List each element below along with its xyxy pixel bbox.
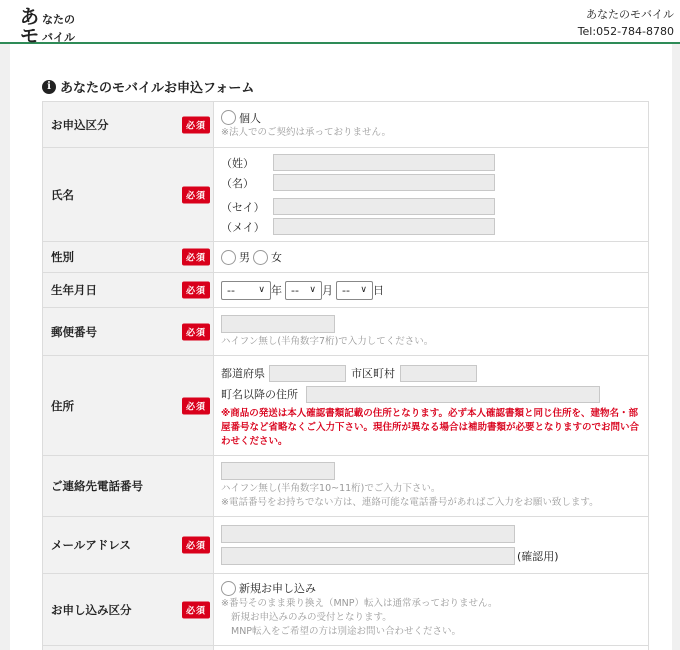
info-icon: i <box>42 80 56 94</box>
field-gender <box>214 242 649 273</box>
address-warning <box>221 407 641 449</box>
row-address <box>43 356 649 456</box>
chevron-down-icon: ∨ <box>309 284 316 295</box>
required-badge: 必須 <box>182 186 210 203</box>
select-day-value: -- <box>342 283 350 297</box>
field-address <box>214 356 649 456</box>
radio-female-label[interactable]: 女 <box>271 251 282 264</box>
category-note: ※番号そのまま乗り換え（MNP）転入は通常承っておりません。 <box>221 598 498 609</box>
label-prefecture: 都道府県 <box>221 367 265 380</box>
label-category <box>43 574 214 646</box>
label-city: 市区町村 <box>351 367 395 380</box>
row-phone <box>43 456 649 517</box>
input-postal[interactable] <box>221 315 335 333</box>
postal-note: ハイフン無し(半角数字7桁)で入力してください。 <box>221 335 434 347</box>
select-month[interactable] <box>285 281 322 300</box>
radio-male[interactable] <box>221 250 236 265</box>
input-street[interactable] <box>306 386 600 403</box>
chevron-down-icon: ∨ <box>360 284 367 295</box>
input-phone[interactable] <box>221 462 335 480</box>
logo-text-2: バイル <box>42 31 75 44</box>
radio-individual[interactable] <box>221 110 236 125</box>
field-postal <box>214 308 649 356</box>
label-day: 日 <box>373 284 384 297</box>
radio-female[interactable] <box>253 250 268 265</box>
label-street: 町名以降の住所 <box>221 388 298 401</box>
label-email-confirm: (確認用) <box>517 550 559 563</box>
required-badge: 必須 <box>182 249 210 266</box>
field-email <box>214 517 649 574</box>
label-phone <box>43 456 214 517</box>
site-logo[interactable] <box>20 5 90 47</box>
row-gender <box>43 242 649 273</box>
input-prefecture[interactable] <box>269 365 346 382</box>
select-year-value: -- <box>227 283 235 297</box>
row-postal <box>43 308 649 356</box>
row-category <box>43 574 649 646</box>
phone-note: ハイフン無し(半角数字10~11桁)でご入力下さい。 <box>221 483 441 494</box>
input-mei-kana[interactable] <box>273 218 495 235</box>
header-site-name: あなたのモバイル <box>586 8 674 21</box>
label-phone-text: ご連絡先電話番号 <box>51 479 143 493</box>
label-sei: （姓） <box>221 156 254 170</box>
label-birthday <box>43 273 214 308</box>
input-email[interactable] <box>221 525 515 543</box>
right-margin <box>672 0 680 650</box>
label-month: 月 <box>322 284 333 297</box>
left-margin <box>0 0 10 650</box>
address-warning-line: 屋番号など省略なくご入力下さい。現住所が異なる場合は補助書類が必要となりますのでお問い合 <box>221 421 640 433</box>
radio-individual-label[interactable]: 個人 <box>239 111 261 125</box>
label-apply-type-text: お申込区分 <box>51 117 109 132</box>
required-badge: 必須 <box>182 323 210 340</box>
row-apply-type <box>43 102 649 148</box>
label-postal-text: 郵便番号 <box>51 324 97 339</box>
label-gender-text: 性別 <box>51 250 74 264</box>
field-phone <box>214 456 649 517</box>
label-gender <box>43 242 214 273</box>
input-sei-kana[interactable] <box>273 198 495 215</box>
select-year[interactable] <box>221 281 271 300</box>
required-badge: 必須 <box>182 601 210 618</box>
input-city[interactable] <box>400 365 477 382</box>
label-email-text: メールアドレス <box>51 538 131 552</box>
radio-new-application-label[interactable]: 新規お申し込み <box>239 582 316 595</box>
logo-char-2: モ <box>20 25 40 47</box>
apply-type-note: ※法人でのご契約は承っておりません。 <box>221 126 392 138</box>
row-email <box>43 517 649 574</box>
label-address <box>43 356 214 456</box>
label-next <box>43 646 214 650</box>
label-apply-type <box>43 102 214 148</box>
field-birthday <box>214 273 649 308</box>
address-warning-line: わせください。 <box>221 435 288 447</box>
label-mei-kana: （メイ） <box>221 220 265 234</box>
label-address-text: 住所 <box>51 398 74 413</box>
label-birthday-text: 生年月日 <box>51 283 97 297</box>
radio-male-label[interactable]: 男 <box>239 251 250 264</box>
category-note: MNP転入をご希望の方は別途お問い合わせください。 <box>231 626 462 637</box>
category-note: 新規お申込みのみの受付となります。 <box>231 612 392 623</box>
input-sei[interactable] <box>273 154 495 171</box>
field-apply-type <box>214 102 649 148</box>
logo-char-1: あ <box>20 6 40 28</box>
application-form-table <box>42 101 649 650</box>
input-email-confirm[interactable] <box>221 547 515 565</box>
row-birthday <box>43 273 649 308</box>
label-name-text: 氏名 <box>51 187 74 202</box>
select-day[interactable] <box>336 281 373 300</box>
label-email <box>43 517 214 574</box>
label-year: 年 <box>271 284 282 297</box>
input-mei[interactable] <box>273 174 495 191</box>
required-badge: 必須 <box>182 537 210 554</box>
label-sei-kana: （セイ） <box>221 200 265 214</box>
site-header <box>0 0 680 47</box>
address-warning-line: ※商品の発送は本人確認書類記載の住所となります。必ず本人確認書類と同じ住所を、建物名・部 <box>221 407 638 419</box>
row-name <box>43 148 649 242</box>
required-badge: 必須 <box>182 116 210 133</box>
required-badge: 必須 <box>182 282 210 299</box>
chevron-down-icon: ∨ <box>258 284 265 295</box>
logo-text-1: なたの <box>42 13 75 26</box>
required-badge: 必須 <box>182 397 210 414</box>
label-mei: （名） <box>221 176 254 190</box>
select-month-value: -- <box>291 283 299 297</box>
field-name <box>214 148 649 242</box>
row-next <box>43 646 649 650</box>
phone-note: ※電話番号をお持ちでない方は、連絡可能な電話番号があればご入力をお願い致します。 <box>221 497 599 508</box>
label-postal <box>43 308 214 356</box>
label-name <box>43 148 214 242</box>
form-title <box>42 77 254 96</box>
form-title-text: あなたのモバイルお申込フォーム <box>60 81 255 96</box>
header-tel[interactable]: Tel:052-784-8780 <box>577 25 674 38</box>
field-next <box>214 646 649 650</box>
radio-new-application[interactable] <box>221 581 236 596</box>
label-category-text: お申し込み区分 <box>51 602 132 617</box>
field-category <box>214 574 649 646</box>
